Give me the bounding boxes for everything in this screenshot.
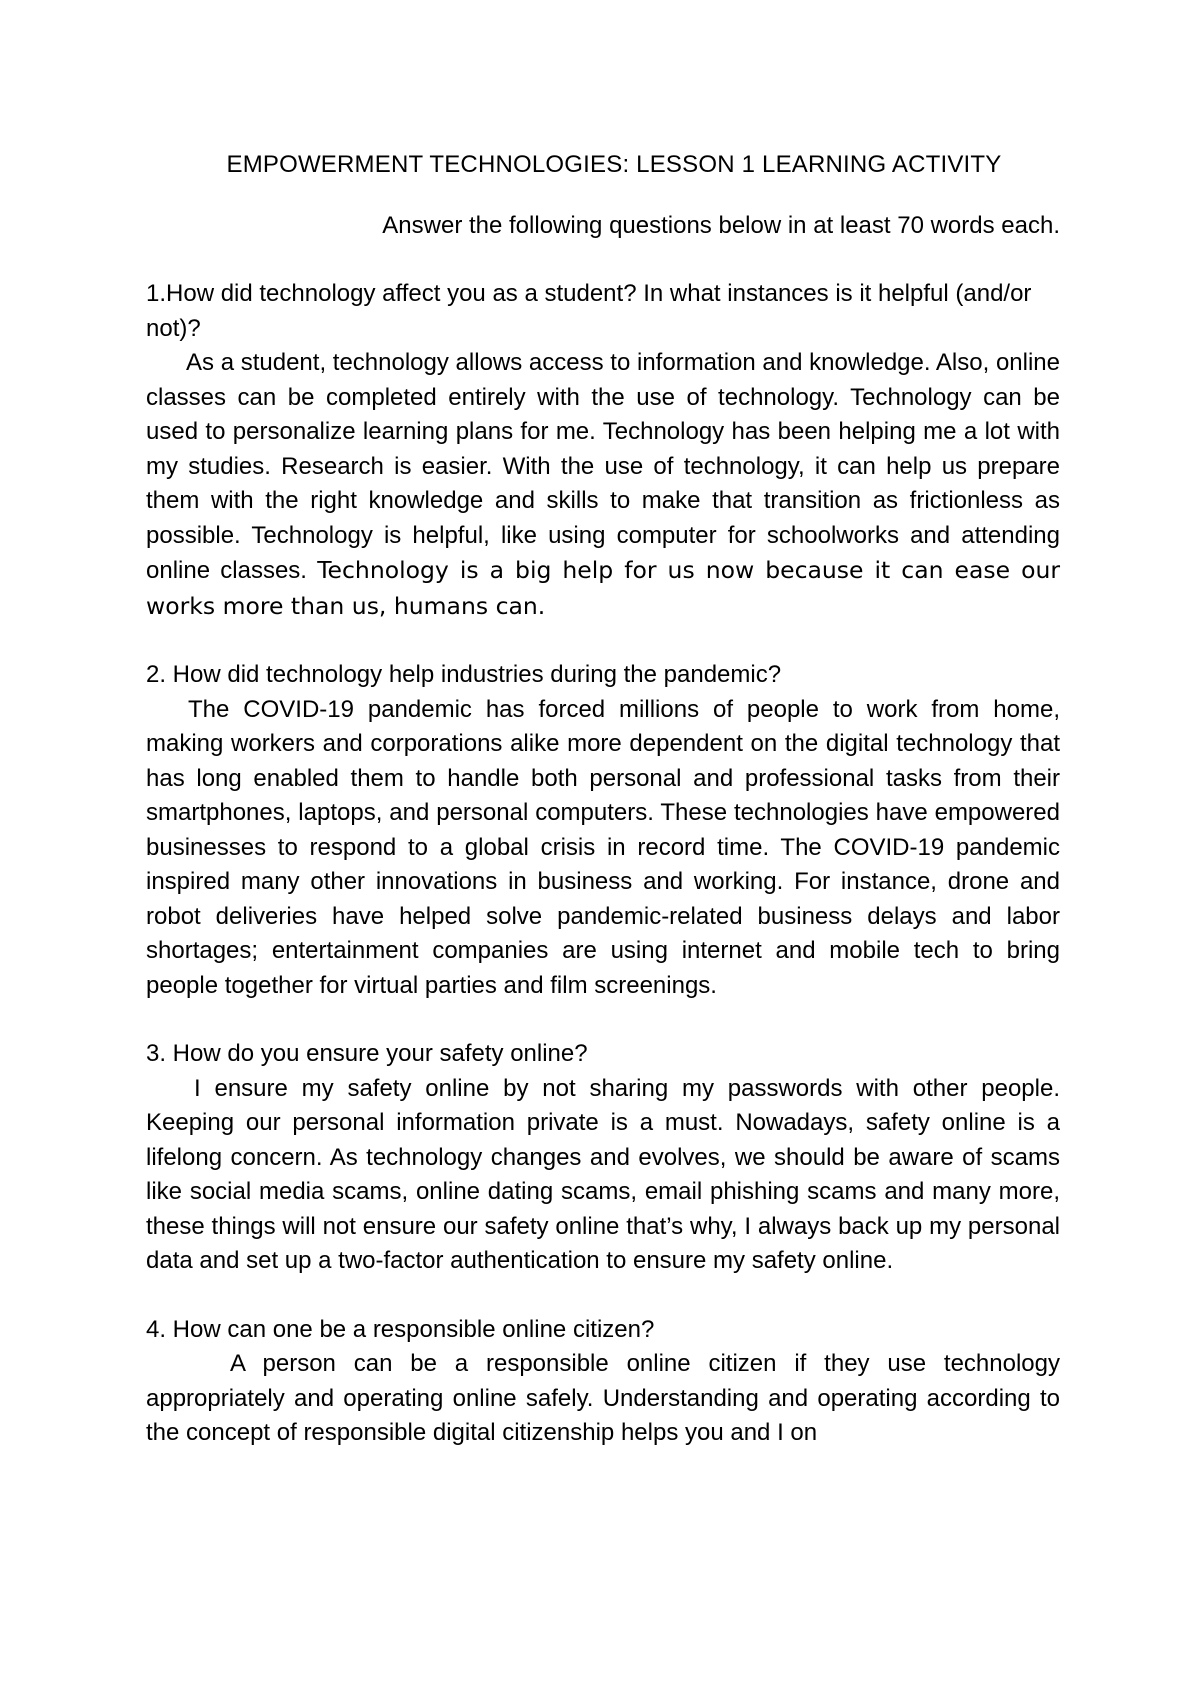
question-3: 3. How do you ensure your safety online? bbox=[146, 1040, 588, 1067]
answer-3: I ensure my safety online by not sharing my passwords with other people. Keeping our personal information private is a must. Nowadays, safety online is a lifelong concern. As technology changes and evolves, we should be aware of scams like social media scams, online dating scams, email phishing scams and many more, these things will not ensure our safety online that’s why, I always back up my personal data and set up a two-factor authentication to ensure my safety online. bbox=[146, 1074, 1060, 1274]
question-2: 2. How did technology help industries during the pandemic? bbox=[146, 661, 782, 688]
question-1: 1.How did technology affect you as a student? In what instances is it helpful (and/or not)? bbox=[146, 280, 1032, 342]
answer-1 bbox=[146, 346, 1060, 624]
instruction-text: Answer the following questions below in at least 70 words each. bbox=[382, 211, 1060, 239]
answer-2: The COVID-19 pandemic has forced millions of people to work from home, making workers and corporations alike more dependent on the digital technology that has long enabled them to handle both personal and professional tasks from their smartphones, laptops, and personal computers. These technologies have empowered businesses to respond to a global crisis in record time. The COVID-19 pandemic inspired many other innovations in business and working. For instance, drone and robot deliveries have helped solve pandemic-related business delays and labor shortages; entertainment companies are using internet and mobile tech to bring people together for virtual parties and film screenings. bbox=[146, 695, 1060, 999]
document-title: EMPOWERMENT TECHNOLOGIES: LESSON 1 LEARNING ACTIVITY bbox=[226, 151, 1002, 178]
answer-1-text: As a student, technology allows access to information and knowledge. Also, online classes can be completed entirely with the use of technology. Technology can be used to personalize learning plans for me. Technology has been helping me a lot with my studies. Research is easier. With the use of technology, it can help us prepare them with the right knowledge and skills to make that transition as frictionless as possible. Technology is helpful, like using computer for schoolworks and attending online classes. bbox=[146, 349, 1060, 584]
answer-1-emphasis: Technology is a big help for us now because it can ease our works more than us, humans can. bbox=[146, 556, 1061, 620]
document-body bbox=[146, 148, 1060, 1451]
question-4: 4. How can one be a responsible online citizen? bbox=[146, 1315, 655, 1343]
answer-4: A person can be a responsible online citizen if they use technology appropriately and operating online safely. Understanding and operating according to the concept of responsible digital citizenship helps you and I on bbox=[146, 1350, 1060, 1446]
